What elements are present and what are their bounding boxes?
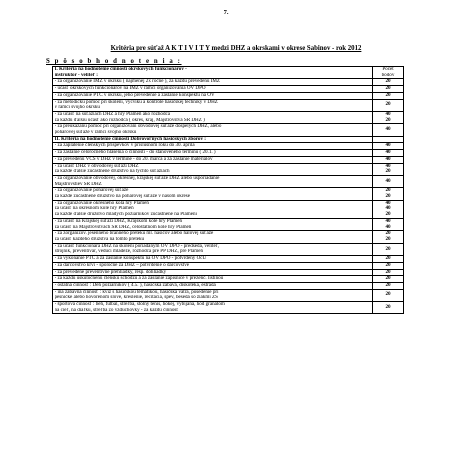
points-cell — [373, 231, 404, 243]
criteria-line: - za organizovanie okresného kola hry Plameň — [54, 200, 149, 206]
criteria-line: - športová činnosť : beh, futbal, streľba, stolný tenis, hokej, vybíjaná, hod granátom — [54, 302, 225, 308]
criteria-row — [53, 243, 404, 255]
criteria-table-body — [53, 67, 404, 314]
criteria-row — [53, 156, 404, 163]
criteria-line: - ostatná činnosť : Deň požiarnikov ( 4.5. ), hasičská zábava, diskotéka, estráda — [54, 282, 216, 288]
criteria-row — [53, 188, 404, 200]
criteria-line: - za preukázanú pomoc pri organizovaní obvodovej súťaže dospelých DHZ, alebo — [54, 124, 222, 130]
points-cell — [373, 92, 404, 99]
criteria-text — [53, 256, 373, 263]
criteria-text — [53, 262, 373, 269]
criteria-text — [53, 218, 373, 230]
criteria-row — [53, 218, 404, 230]
points-value: 20 — [385, 245, 391, 252]
criteria-line: - za účasť na Krajskej súťaži DHZ, Krajskom kole hry Plameň — [54, 218, 183, 224]
points-cell — [373, 262, 404, 269]
criteria-line: - za zorganizov. jesenného branného preteku ml. hasičov alebo halovej súťaže — [54, 231, 214, 237]
criteria-text — [53, 99, 373, 111]
points-header-line: Počet — [382, 67, 394, 72]
points-value: 20 — [385, 116, 391, 123]
criteria-line: za každé zúčastnené družstvo na pohárovej súťaže v našom okrese — [54, 194, 191, 200]
criteria-line: za každé ďalšie družstvo mladých požiarnikov zúčastnené na Plameni — [54, 212, 197, 218]
criteria-text — [53, 143, 373, 150]
criteria-row — [53, 150, 404, 157]
criteria-line: - za zaplatenie členských príspevkov v príslušnom roku do 30. apríla — [54, 143, 195, 149]
criteria-line: na cieľ, na diaľku, streľba zo vzduchovky - za každú činnosť — [54, 307, 179, 313]
points-value: 40 — [385, 199, 391, 206]
criteria-text — [53, 92, 373, 99]
criteria-text — [53, 163, 373, 175]
points-cell — [373, 175, 404, 187]
section-heading-line: I. Kritéria na hodnotenie činnosti okrskových funkcionárov - — [54, 67, 187, 72]
criteria-row — [53, 256, 404, 263]
points-cell — [373, 218, 404, 230]
points-value: 40 — [385, 205, 391, 212]
points-value: 20 — [385, 268, 391, 275]
points-value: 20 — [385, 303, 391, 310]
criteria-table — [52, 66, 404, 314]
points-value: 20 — [385, 255, 391, 262]
points-value: 40 — [385, 142, 391, 149]
criteria-row — [53, 175, 404, 187]
points-value: 20 — [385, 211, 391, 218]
points-value: 20 — [385, 78, 391, 85]
criteria-line: - za zaslanie celoročného hlásenia o činnosti - do stanoveného termínu ( 20.1. ) — [54, 150, 216, 156]
criteria-text — [53, 289, 373, 301]
criteria-row — [53, 282, 404, 289]
criteria-text — [53, 86, 373, 93]
points-cell — [373, 163, 404, 175]
section1-header-row — [53, 67, 404, 79]
criteria-row — [53, 262, 404, 269]
criteria-text — [53, 111, 373, 123]
points-header — [373, 67, 404, 79]
criteria-line: - za organizovanie PTC v okrsku, jeho prevedenie a zaslanie konspektu na OV — [54, 92, 215, 98]
points-value: 40 — [385, 110, 391, 117]
points-value: 20 — [385, 235, 391, 242]
points-value: 20 — [385, 101, 391, 108]
criteria-row — [53, 92, 404, 99]
criteria-line: v rámci svojho okrsku — [54, 105, 100, 111]
points-value: 20 — [385, 291, 391, 298]
criteria-line: pohárovej súťaže v rámci svojho okrsku — [54, 130, 137, 136]
criteria-line: - za organizovanie obvodovej, okresnej, krajskej súťaže DHZ alebo usporiadanie — [54, 175, 220, 181]
criteria-line: - za prevedené preventívne prehliadky, resp. dohliadky — [54, 269, 167, 275]
criteria-line: za účasť na Majstrovstvách SR DHZ, celoštátnom kole hry Plameň — [54, 224, 192, 230]
document-title: Kritéria pre súťaž A K T I V I T Y medzi DHZ a okrskami v okrese Sabinov - rok 2012 — [110, 45, 362, 52]
points-value: 20 — [385, 85, 391, 92]
criteria-line: - za vykonanie PTC a za zaslanie konspektu na OV DPO - potvrdený OcÚ — [54, 256, 207, 262]
criteria-line: pesničke alebo hovorenom slove, kreslenie, recitácia, spev, beseda so žiakmi ZŠ — [54, 295, 218, 301]
criteria-line: - iná zábavná činnosť : kvíz s hasičskou tématikou, hasičská vatra, posedenie pri — [54, 289, 219, 295]
criteria-row — [53, 302, 404, 314]
criteria-line: strojník, preventivár, vedúci mládeže, rozhodca pre PP DHZ, pre Plameň — [54, 249, 204, 255]
points-value: 40 — [385, 217, 391, 224]
points-cell — [373, 99, 404, 111]
criteria-text — [53, 79, 373, 86]
points-value: 20 — [385, 275, 391, 282]
criteria-row — [53, 269, 404, 276]
points-header-line: bodov — [381, 72, 395, 78]
criteria-text — [53, 200, 373, 218]
criteria-line: za každé ďalšie zúčastnené družstvo na týchto súťažiach — [54, 169, 170, 175]
criteria-text — [53, 124, 373, 136]
points-value: 40 — [385, 223, 391, 230]
criteria-row — [53, 79, 404, 86]
criteria-text — [53, 156, 373, 163]
points-cell — [373, 124, 404, 136]
criteria-row — [53, 163, 404, 175]
points-value: 20 — [385, 91, 391, 98]
criteria-text — [53, 188, 373, 200]
criteria-line: - za každú uskutočnenú členskú schôdzu a za zaslanie zápisnice v prezenč. listinou — [54, 276, 224, 282]
points-value: 20 — [385, 230, 391, 237]
criteria-line: - za prevedenú VČS v DHZ v termíne - do 20. marca a za zaslanie materiálov — [54, 156, 213, 162]
criteria-line: - za účasť na súťažiach DHZ a hry Plameň ako rozhodca — [54, 111, 171, 117]
criteria-line: - za organizovanie IMZ v okrsku ( najmenej 2x ročne ), za každú prevedenú IMZ — [54, 79, 221, 85]
points-value: 40 — [385, 149, 391, 156]
section-heading — [53, 136, 373, 143]
criteria-row — [53, 231, 404, 243]
criteria-line: za účasť na okresnom kole hry Plameň — [54, 206, 134, 212]
criteria-row — [53, 200, 404, 218]
criteria-line: - za účasť DHZ v obvodovej súťaži DHZ — [54, 163, 139, 169]
points-value: 40 — [385, 177, 391, 184]
points-cell — [373, 302, 404, 314]
criteria-row — [53, 124, 404, 136]
points-value: 40 — [385, 162, 391, 169]
criteria-row — [53, 276, 404, 283]
criteria-text — [53, 175, 373, 187]
criteria-line: Majstrovstiev SR DHZ — [54, 181, 102, 187]
criteria-line: za účasť každého družstva na tomto preteku — [54, 236, 145, 242]
criteria-line: - za darcovstvo krvi - spoločne za DHZ – potvrdenie o darcovstve — [54, 262, 190, 268]
section2-header-row — [53, 136, 404, 143]
criteria-text — [53, 150, 373, 157]
criteria-row — [53, 111, 404, 123]
points-cell — [373, 289, 404, 301]
criteria-row — [53, 99, 404, 111]
criteria-text — [53, 269, 373, 276]
criteria-row — [53, 86, 404, 93]
points-value: 20 — [385, 187, 391, 194]
points-value: 20 — [385, 281, 391, 288]
criteria-text — [53, 282, 373, 289]
points-value: 40 — [385, 155, 391, 162]
points-cell — [373, 111, 404, 123]
criteria-row — [53, 289, 404, 301]
criteria-line: - účasť okrskových funkcionárov na IMZ v rámci organizovania OV DPO — [54, 86, 206, 92]
points-cell — [373, 200, 404, 218]
points-value: 20 — [385, 193, 391, 200]
page-number: 7. — [223, 9, 229, 16]
section-heading-line: inštruktor - veliteľ : — [54, 72, 98, 78]
criteria-text — [53, 231, 373, 243]
points-value: 20 — [385, 261, 391, 268]
criteria-line: - za účasť funkcionára DHZ na školení poriadaným OV DPO - predseda, veliteľ, — [54, 243, 220, 249]
points-cell — [373, 243, 404, 255]
criteria-text — [53, 243, 373, 255]
section-heading — [53, 67, 373, 79]
points-value: 40 — [385, 126, 391, 133]
points-cell — [373, 188, 404, 200]
points-value: 20 — [385, 168, 391, 175]
points-cell — [373, 282, 404, 289]
criteria-text — [53, 276, 373, 283]
criteria-line: - za organizovanie pohárovej súťaže — [54, 188, 129, 194]
criteria-text — [53, 302, 373, 314]
criteria-line: - za metodickú pomoc pri školení, výcviku a kontrole hasičskej techniky v DHZ — [54, 99, 218, 105]
criteria-line: za každú ďalšiu účasť ako rozhodca ( okres, kraj, Majstrovstvá SR DHZ ) — [54, 117, 205, 123]
criteria-row — [53, 143, 404, 150]
section-heading-line: II. Kritéria na hodnotenie činnosti Dobrovoľných hasičských zborov : — [54, 136, 206, 142]
method-heading: S p ô s o b h o d n o t e n i a : — [46, 58, 182, 65]
